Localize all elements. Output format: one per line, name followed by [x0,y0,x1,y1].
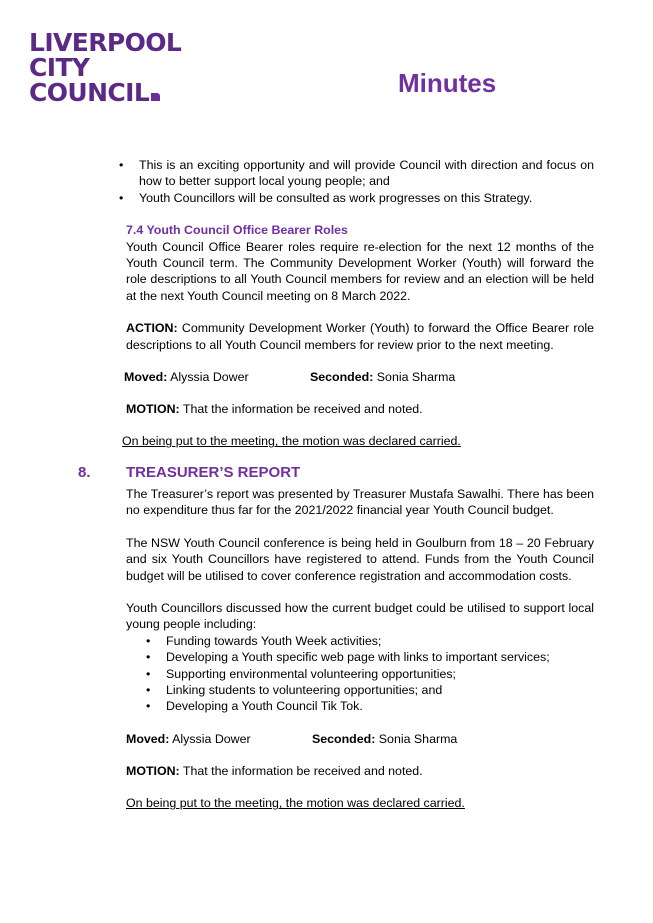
seconded-label: Seconded: [310,370,374,385]
moved-seconded-row [124,369,594,385]
main-content [122,157,594,450]
budget-bullet-list [126,633,594,715]
treasurer-para-1: The Treasurer’s report was presented by Treasurer Mustafa Sawalhi. There has been no expenditure thus far for the 2021/2022 financial year Youth Council budget. [126,487,594,518]
list-item: • Funding towards Youth Week activities; [126,633,594,649]
motion-paragraph [126,401,594,417]
motion-paragraph-2 [126,763,594,779]
seconded-name-2: Sonia Sharma [375,731,458,746]
logo-mark-icon [151,93,160,101]
list-item: • Linking students to volunteering opportunities; and [126,682,594,698]
action-label: ACTION: [126,321,178,336]
motion-text: That the information be received and noted. [179,402,423,417]
list-item: • This is an exciting opportunity and will provide Council with direction and focus on how to better support local young people; and [107,157,594,190]
action-paragraph [126,320,594,353]
section-8-heading: TREASURER’S REPORT [126,464,301,481]
moved-entry [124,370,249,384]
section-7-4-body: Youth Council Office Bearer roles require re-election for the next 12 months of the Youth Council term. The Community Development Worker (Youth) will forward the role descriptions to all Youth Council members for review and an election will be held at the next Youth Council meeting on 8 March 2022. [126,239,594,303]
seconded-name: Sonia Sharma [373,370,456,385]
motion-label-2: MOTION: [126,763,180,778]
seconded-label-2: Seconded: [312,731,376,746]
top-bullet-list [107,157,594,206]
section-7-4-heading: 7.4 Youth Council Office Bearer Roles [126,223,348,238]
action-text: Community Development Worker (Youth) to forward the Office Bearer role descriptions to all Youth Council members for review prior to the next meeting. [126,321,594,352]
motion-label: MOTION: [126,402,180,417]
treasurer-para-2: The NSW Youth Council conference is being held in Goulburn from 18 – 20 February and six Youth Councillors have registered to attend. Funds from the Youth Council budget will be utilised to cover conference registration and accommodation costs. [126,535,594,583]
list-item: • Youth Councillors will be consulted as work progresses on this Strategy. [107,190,594,206]
list-item: • Supporting environmental volunteering opportunities; [126,666,594,682]
list-item: • Developing a Youth Council Tik Tok. [126,698,594,714]
moved-label-2: Moved: [126,731,170,746]
motion-carried-2: On being put to the meeting, the motion was declared carried. [126,796,465,811]
list-item: • Developing a Youth specific web page with links to important services; [126,649,594,665]
moved-entry-2 [126,732,251,746]
moved-label: Moved: [124,370,168,385]
logo-line-3-text: COUNCIL [29,78,150,107]
seconded-entry-2 [312,731,457,747]
motion-carried: On being put to the meeting, the motion was declared carried. [122,434,461,449]
logo-line-3 [29,80,181,105]
page-title: Minutes [398,68,497,98]
motion-text-2: That the information be received and noted. [179,763,423,778]
council-logo [29,30,181,105]
section-8-content [126,486,594,812]
logo-line-2: CITY [29,53,90,82]
moved-name-2: Alyssia Dower [169,731,251,746]
seconded-entry [310,369,455,385]
moved-name: Alyssia Dower [167,370,249,385]
section-8-number: 8. [78,464,91,481]
logo-line-1: LIVERPOOL [29,28,182,57]
treasurer-para-3: Youth Councillors discussed how the current budget could be utilised to support local young people including: [126,601,594,632]
moved-seconded-row-2 [126,731,594,747]
